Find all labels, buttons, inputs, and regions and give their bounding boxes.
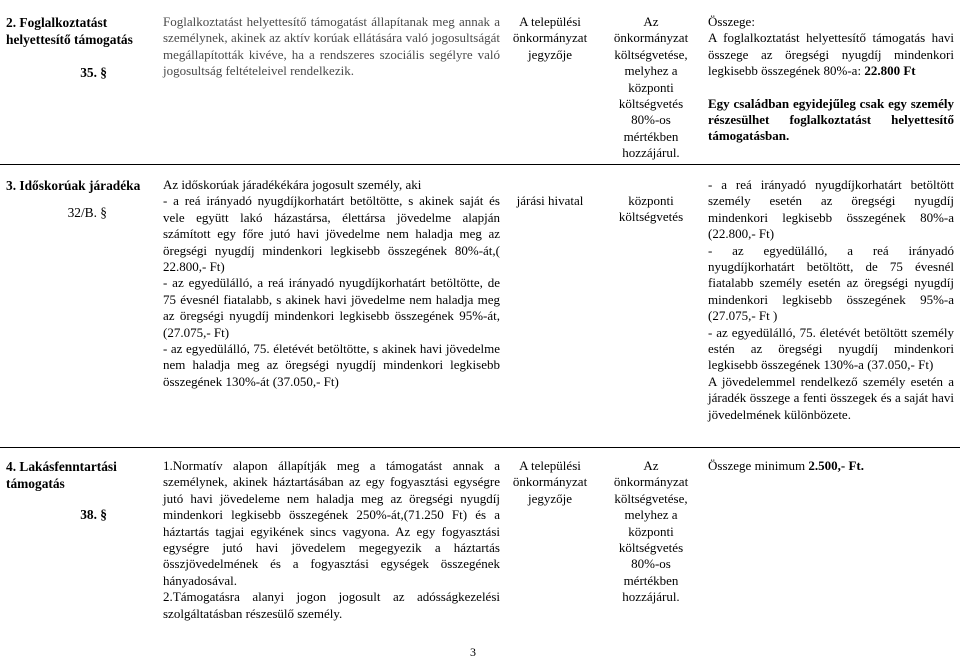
benefit-title-line-2: támogatás <box>6 476 65 491</box>
section-reference: 35. § <box>80 65 107 80</box>
amount-text: A foglalkoztatást helyettesítő támogatás havi összege az öregségi nyugdíj mindenkori legkisebb összegének 80%-a: <box>708 30 954 79</box>
section-reference: 32/B. § <box>67 205 107 220</box>
amount-description <box>708 458 954 474</box>
funding-cell <box>600 14 702 162</box>
eligibility-text: Foglalkoztatást helyettesítő támogatást állapítanak meg annak a személynek, akinek az aktív korúak ellátására való jogosultságát megállapították kivéve, ha a rendszeres szociális segélyre való jogosultság feltételeivel rendelkezik. <box>163 14 500 79</box>
benefit-title-line-1: 4. Lakásfenntartási <box>6 459 117 474</box>
eligibility-item-2: 2.Támogatásra alanyi jogon jogosult az adósságkezelési szolgáltatásban részesülő személy. <box>163 589 500 621</box>
decider-cell <box>506 165 594 209</box>
row-lakasfenntartasi-tamogatas <box>0 447 960 638</box>
benefit-name-cell <box>0 448 157 523</box>
decider-cell <box>506 14 594 63</box>
benefit-title-line-1: 2. Foglalkoztatást <box>6 15 108 30</box>
row-foglalkoztatast-helyettesito <box>0 14 960 164</box>
amount-cell <box>702 448 960 474</box>
amount-cell <box>702 14 960 145</box>
amount-item-2: - az egyedülálló, a reá irányadó nyugdíjkorhatárt betöltött, de 75 évesnél fiatalabb személy esetén az öregségi nyugdíj mindenkori legkisebb összegének 95%-a (27.075,- Ft ) <box>708 242 954 324</box>
amount-tail: A jövedelemmel rendelkező személy esetén a járadék összege a fenti összegek és a saját havi jövedelmének különbözete. <box>708 373 954 422</box>
decider-text: járási hivatal <box>516 193 584 208</box>
eligibility-item-1: - a reá irányadó nyugdíjkorhatárt betöltötte, s akinek saját és vele együtt lakó házastársa, élettársa jövedelme alapján számított egy főre jutó havi jövedelme nem haladja meg az öregségi nyugdíj mindenkori legkisebb összegének 80%-át,( 22.800,- Ft) <box>163 193 500 275</box>
eligibility-item-1: 1.Normatív alapon állapítják meg a támogatást annak a személynek, akinek háztartásában az egy fogyasztási egységre jutó havi jövedeleme nem haladja meg az öregségi nyugdíj mindenkori legkisebb összegének 250%-át,(71.250 Ft) és a háztartás tagjai egyikének sincs vagyona. Az egy fogyasztási egységre jutó havi jövedelem megegyezik a háztartás összjövedelmének és a fogyasztási egységek összegének hányadosával. <box>163 458 500 588</box>
benefit-name-cell <box>0 14 157 81</box>
amount-value: 2.500,- Ft. <box>808 458 864 473</box>
decider-cell <box>506 448 594 507</box>
funding-cell <box>600 165 702 226</box>
amount-item-1: - a reá irányadó nyugdíjkorhatárt betöltött személy esetén az öregségi nyugdíj mindenkori legkisebb összegének 80%-a (22.800,- Ft) <box>708 177 954 242</box>
eligibility-cell <box>157 448 506 622</box>
amount-note: Egy családban egyidejűleg csak egy személy részesülhet foglalkoztatást helyettesítő támogatásban. <box>708 95 954 144</box>
section-reference: 38. § <box>80 507 107 522</box>
eligibility-item-3: - az egyedülálló, 75. életévét betöltötte, s akinek havi jövedelme nem haladja meg az öregségi nyugdíj mindenkori legkisebb összegének 130%-át (37.050,- Ft) <box>163 341 500 389</box>
eligibility-intro: Az időskorúak járadékékára jogosult személy, aki <box>163 177 422 192</box>
eligibility-cell <box>157 14 506 80</box>
decider-text: A települési önkormányzat jegyzője <box>512 14 588 62</box>
page-number: 3 <box>470 645 476 659</box>
amount-label: Összege: <box>708 14 755 29</box>
benefit-title: 3. Időskorúak járadéka <box>6 178 141 193</box>
row-idoskoruak-jaradeka <box>0 164 960 437</box>
eligibility-cell <box>157 165 506 390</box>
amount-text: Összege minimum <box>708 458 809 473</box>
benefit-title-line-2: helyettesítő támogatás <box>6 32 133 47</box>
amount-cell <box>702 165 960 423</box>
eligibility-item-2: - az egyedülálló, a reá irányadó nyugdíjkorhatárt betöltötte, de 75 évesnél fiatalabb, s akinek havi jövedelme nem haladja meg az öregségi nyugdíj mindenkori legkisebb összegének 95%-át, (27.075,- Ft) <box>163 275 500 340</box>
funding-text: Az önkormányzat költségvetése, melyhez a központi költségvetés 80%-os mértékben hozzájárul. <box>613 14 689 161</box>
amount-value: 22.800 Ft <box>864 63 916 79</box>
funding-cell <box>600 448 702 606</box>
amount-description <box>708 30 954 79</box>
funding-text: Az önkormányzat költségvetése, melyhez a központi költségvetés 80%-os mértékben hozzájárul. <box>613 458 689 605</box>
benefit-name-cell <box>0 165 157 221</box>
funding-text: központi költségvetés <box>618 193 684 225</box>
decider-text: A települési önkormányzat jegyzője <box>512 458 588 506</box>
amount-item-3: - az egyedülálló, 75. életévét betöltött személy estén az öregségi nyugdíj mindenkori legkisebb összegének 130%-a (37.050,- Ft) <box>708 324 954 373</box>
